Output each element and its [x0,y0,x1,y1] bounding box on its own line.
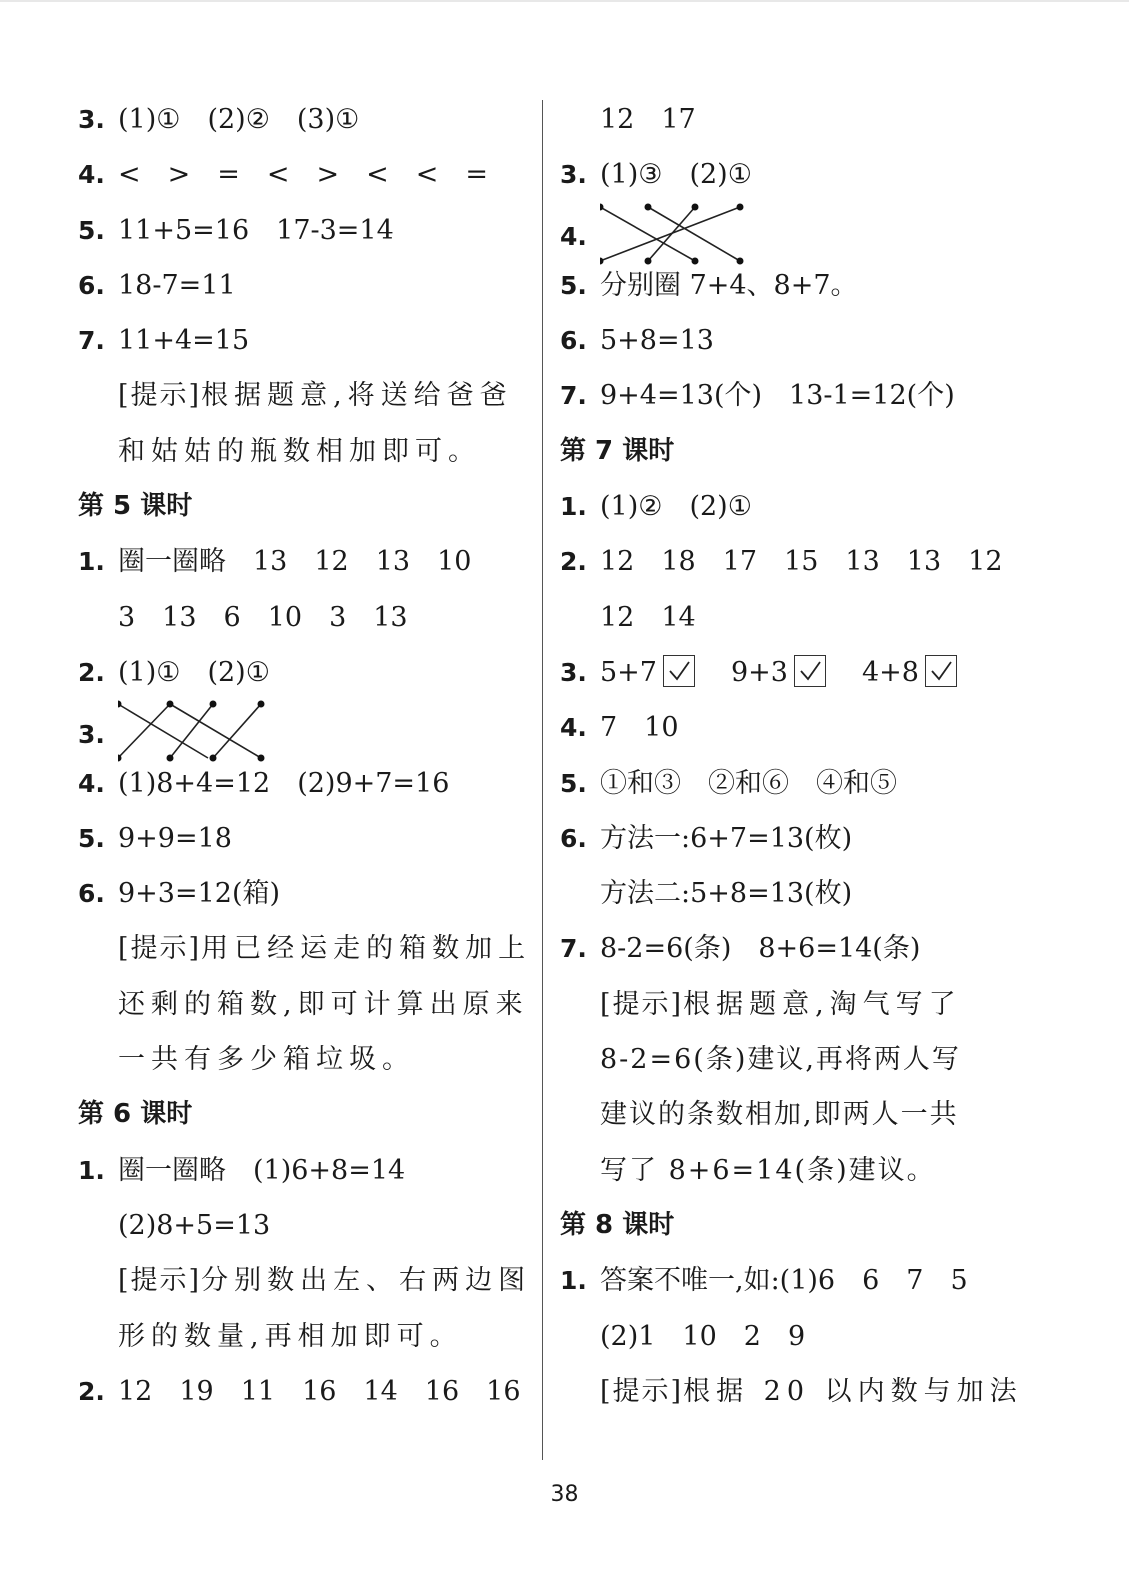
hint-label: [提示] [118,1265,202,1297]
right-column [560,92,1030,1419]
answer-line [560,1253,1030,1308]
hint-label: [提示] [600,988,684,1020]
question-number: 3. [78,719,105,749]
answer-line [560,258,1030,313]
hint-text: 形的数量,再相加即可。 [118,1320,463,1352]
hint-text: 和姑姑的瓶数相加即可。 [118,435,481,467]
answer-text: ①和③ ②和⑥ ④和⑤ [600,767,897,799]
hint-text: 分别数出左、右两边图 [201,1265,532,1297]
answer-line [560,756,1030,811]
answer-text: 12 18 17 15 13 13 12 [600,546,1003,578]
answer-line [560,313,1030,368]
question-number: 1. [78,547,105,577]
question-number: 6. [78,879,105,909]
answer-line [78,1364,533,1419]
answer-line [560,147,1030,202]
answer-line [560,479,1030,534]
answer-text: 方法二:5+8=13(枚) [600,878,853,910]
answer-text: 11+5=16 17-3=14 [118,214,394,246]
answer-text: 5+8=13 [600,325,714,357]
question-number: 4. [78,768,105,798]
hint-line [78,368,533,423]
answer-text: 3 13 6 10 3 13 [118,601,408,633]
answer-line [78,203,533,258]
question-number: 7. [78,326,105,356]
question-number: 5. [78,215,105,245]
question-number: 3. [560,657,587,687]
answer-text: (1)① (2)① [118,656,270,688]
question-number: 4. [560,222,587,252]
hint-text: 一共有多少箱垃圾。 [118,1044,415,1076]
expression: 4+8 [861,656,919,688]
answer-line [560,921,1030,976]
hint-line [560,1364,1030,1419]
check-box [794,655,826,687]
answer-line [78,92,533,147]
check-icon [798,659,822,683]
answer-text: 7 10 [600,712,679,744]
question-number: 2. [78,1376,105,1406]
answer-line [78,756,533,811]
check-box [925,655,957,687]
expression: 9+3 [730,656,788,688]
question-number: 3. [560,160,587,190]
hint-line [78,1253,533,1308]
expression: 5+7 [600,656,657,688]
hint-text: 8-2=6(条)建议,再将两人写 [600,1044,961,1076]
check-icon [929,659,953,683]
hint-text: 根据题意,淘气写了 [683,988,962,1020]
answer-text: < > = < > < < = [118,159,488,191]
question-number: 5. [78,823,105,853]
question-number: 5. [560,768,587,798]
hint-line [560,977,1030,1032]
answer-line [78,700,533,755]
answer-text: 圈一圈略 13 12 13 10 [118,546,472,578]
hint-text: 还剩的箱数,即可计算出原来 [118,988,529,1020]
check-box [663,655,695,687]
hint-label: [提示] [600,1375,684,1407]
lesson-heading: 第 5 课时 [78,491,193,522]
lesson-heading: 第 7 课时 [560,435,675,466]
answer-line [78,258,533,313]
answer-text: 分别圈 7+4、8+7。 [600,269,858,301]
question-number: 5. [560,270,587,300]
top-edge [0,0,1129,2]
answer-text: 9+9=18 [118,822,232,854]
question-number: 3. [78,105,105,134]
hint-text: 根据题意,将送给爸爸 [201,380,513,412]
answer-line [78,313,533,368]
page-number: 38 [550,1482,579,1507]
answer-text: 11+4=15 [118,325,250,357]
answer-text: 9+3=12(箱) [118,878,281,910]
answer-text: (1)8+4=12 (2)9+7=16 [118,767,450,799]
question-number: 1. [560,492,587,522]
question-number: 4. [78,160,105,190]
answer-text: (2)8+5=13 [118,1209,271,1241]
answer-text: 8-2=6(条) 8+6=14(条) [600,933,921,965]
column-divider [542,100,543,1460]
hint-text: 建议的条数相加,即两人一共 [600,1099,959,1131]
answer-line [78,1143,533,1198]
answer-line [560,368,1030,423]
question-number: 2. [78,657,105,687]
question-number: 6. [78,270,105,300]
check-icon [667,659,691,683]
hint-text: 写了 8+6=14(条)建议。 [600,1154,936,1186]
question-number: 1. [78,1155,105,1185]
hint-text: 用已经运走的箱数加上 [201,933,532,965]
answer-text: (1)① (2)② (3)① [118,104,360,135]
hint-label: [提示] [118,933,202,965]
answer-text: 方法一:6+7=13(枚) [600,822,853,854]
answer-line [78,811,533,866]
answer-text: 12 14 [600,601,696,633]
question-number: 4. [560,713,587,743]
answer-line [560,203,1030,258]
answer-text: 答案不唯一,如:(1)6 6 7 5 [600,1265,968,1297]
lesson-heading: 第 8 课时 [560,1209,675,1240]
answer-text: 12 19 11 16 14 16 16 [118,1375,521,1407]
question-number: 7. [560,381,587,411]
answer-line [78,866,533,921]
answer-line [78,147,533,202]
left-column [78,92,533,1419]
hint-text: 根据 20 以内数与加法 [683,1375,1023,1407]
answer-line [560,811,1030,866]
answer-line [560,700,1030,755]
hint-line [78,921,533,976]
question-number: 6. [560,823,587,853]
answer-text: (1)③ (2)① [600,159,752,191]
answer-text: (1)② (2)① [600,491,752,523]
answer-line [560,534,1030,589]
answer-text: (2)1 10 2 9 [600,1320,806,1352]
question-number: 2. [560,547,587,577]
question-number: 1. [560,1266,587,1296]
lesson-heading: 第 6 课时 [78,1099,193,1130]
question-number: 6. [560,326,587,356]
answer-line [560,645,1030,700]
answer-line [78,645,533,700]
answer-text: 9+4=13(个) 13-1=12(个) [600,380,955,412]
answer-line [78,534,533,589]
question-number: 7. [560,934,587,964]
hint-label: [提示] [118,380,202,412]
answer-text: 圈一圈略 (1)6+8=14 [118,1154,406,1186]
answer-text: 12 17 [600,104,696,135]
answer-text: 18-7=11 [118,269,236,301]
